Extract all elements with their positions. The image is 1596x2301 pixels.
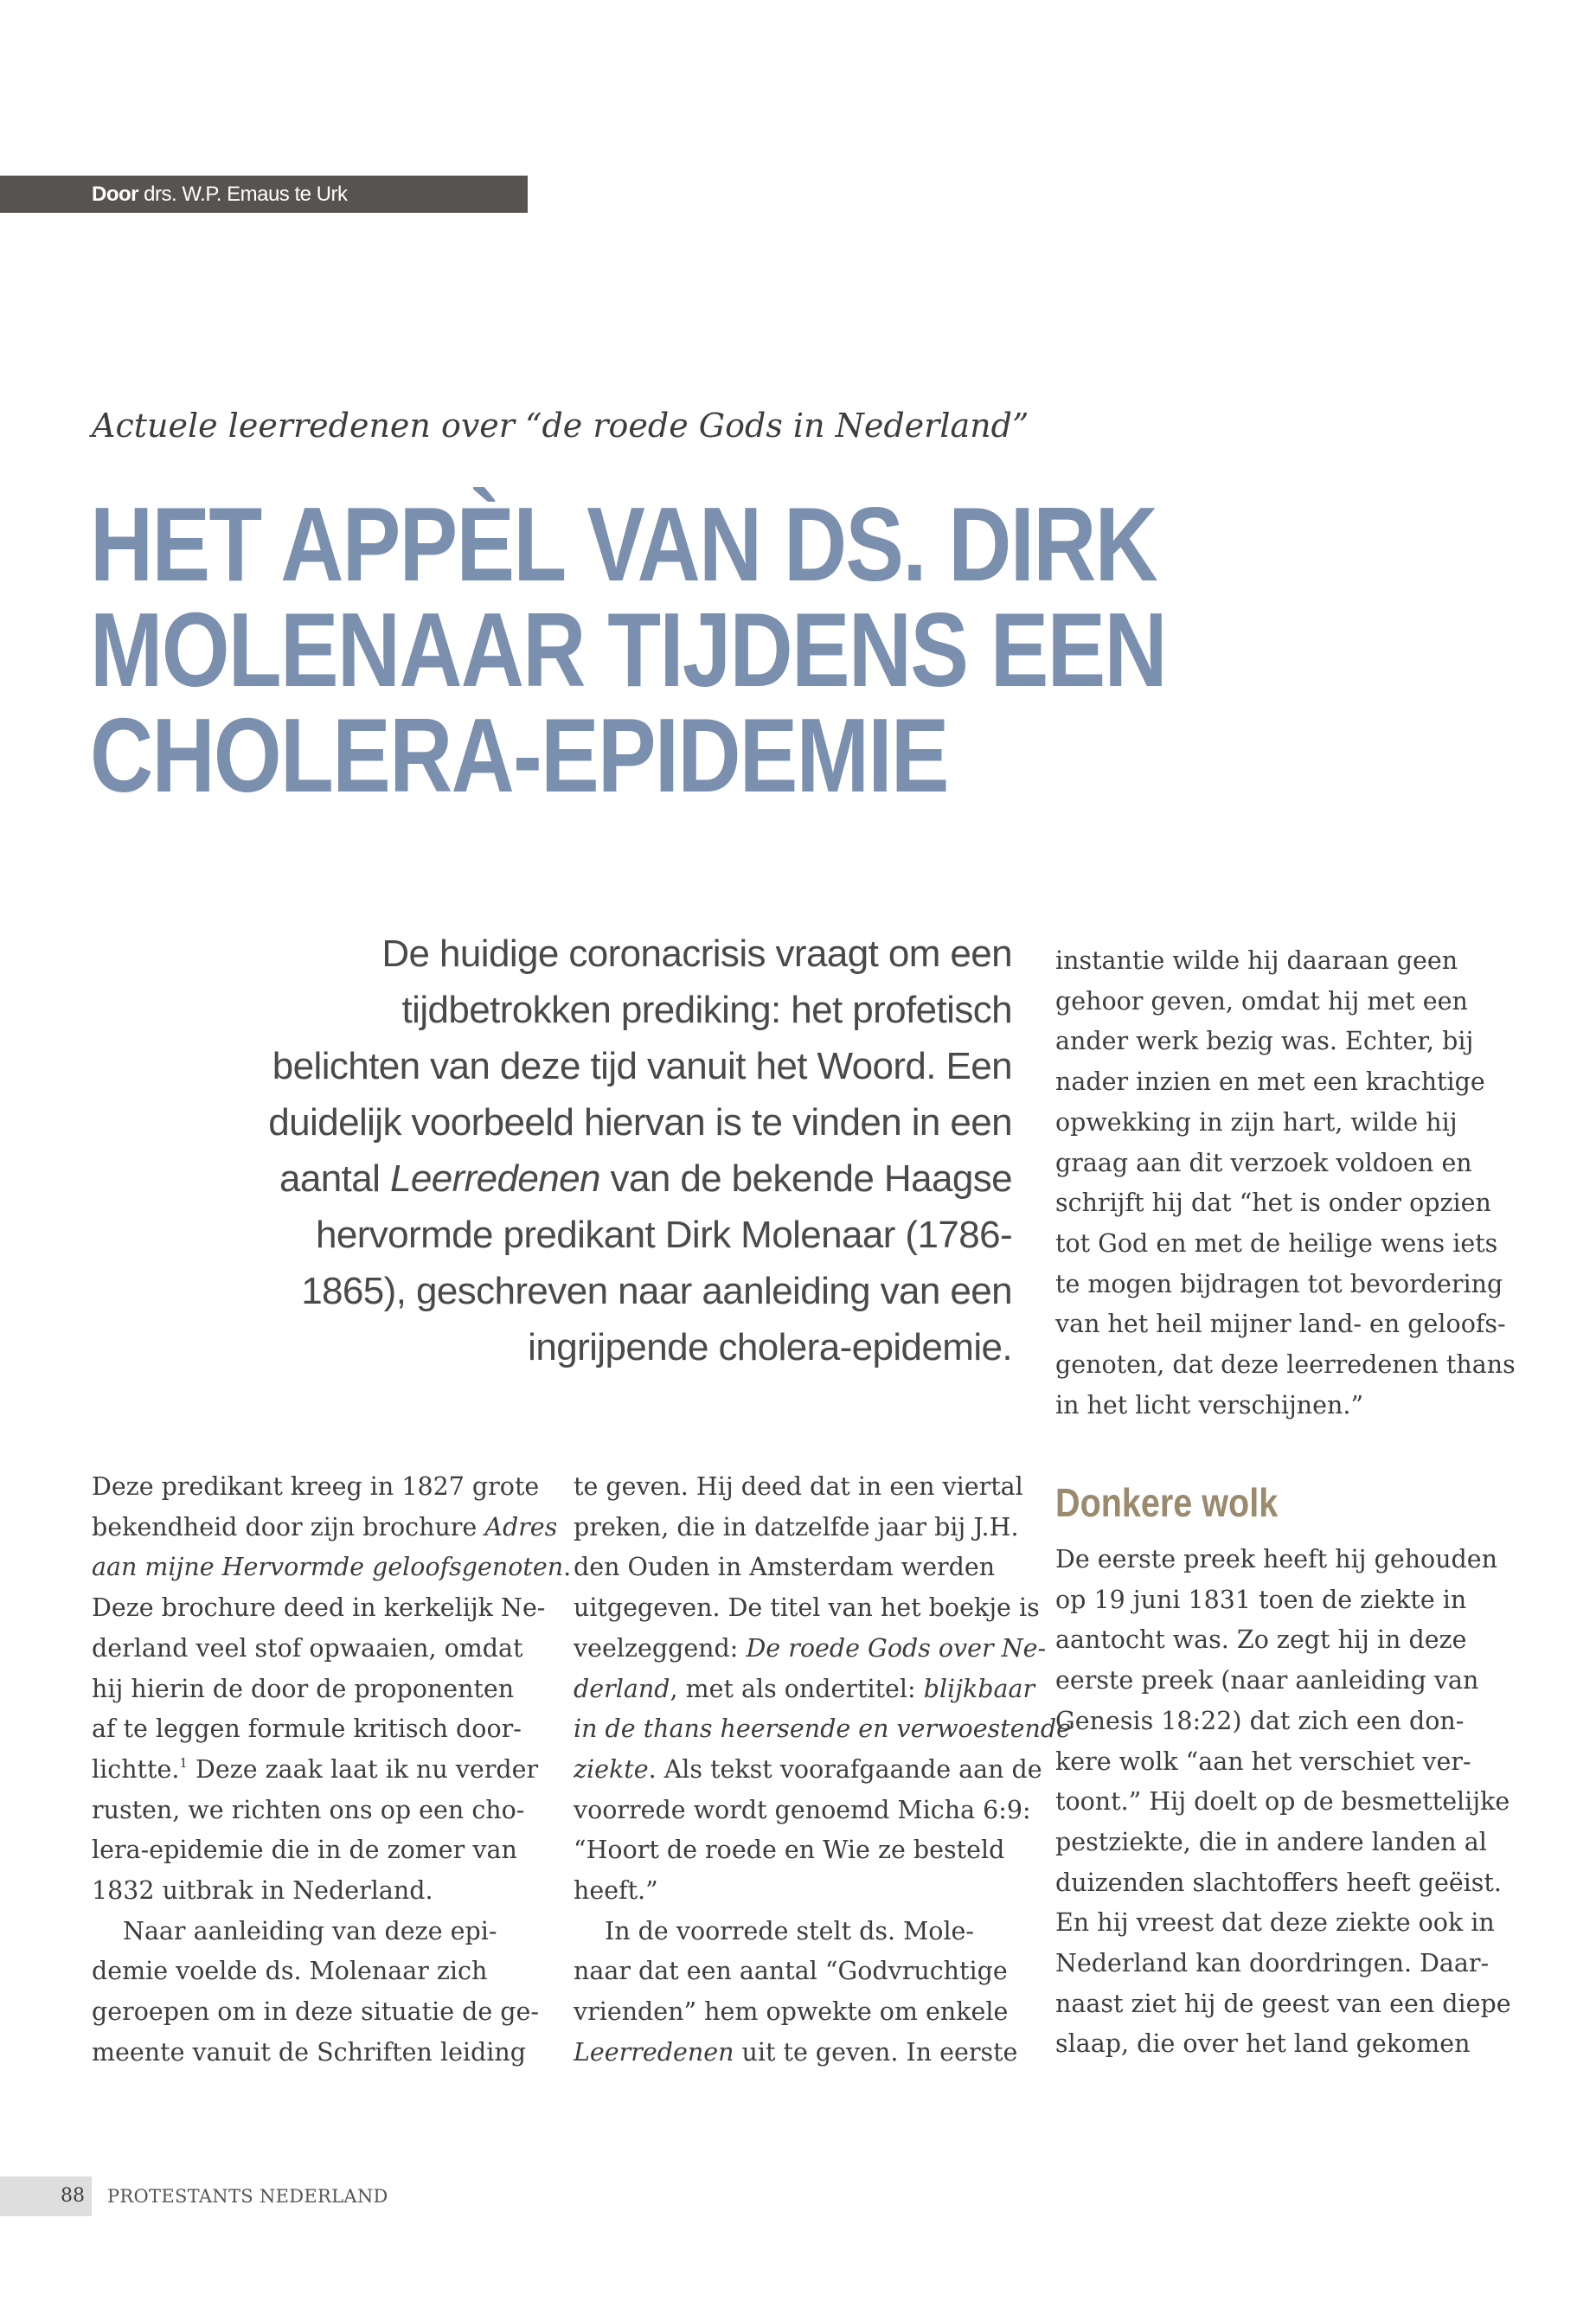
publication-name: PROTESTANTS NEDERLAND xyxy=(107,2186,388,2207)
text-line: toont.” Hij doelt op de besmettelijke xyxy=(1055,1787,1510,1817)
text-line: derland, met als ondertitel: blijkbaar xyxy=(574,1674,1035,1703)
page-number: 88 xyxy=(0,2176,92,2216)
text-line: vrienden” hem opwekte om enkele xyxy=(574,1997,1009,2027)
text-line: Deze brochure deed in kerkelijk Ne- xyxy=(92,1593,546,1623)
footnote-marker: 1 xyxy=(179,1754,188,1771)
text-line: gehoor geven, omdat hij met een xyxy=(1055,986,1468,1016)
section-heading: Donkere wolk xyxy=(1055,1480,1279,1525)
text-line: slaap, die over het land gekomen xyxy=(1055,2029,1471,2059)
text-line: duizenden slachtoffers heeft geëist. xyxy=(1055,1868,1502,1897)
text-line: opwekking in zijn hart, wilde hij xyxy=(1055,1107,1458,1137)
text-line: demie voelde ds. Molenaar zich xyxy=(92,1957,488,1986)
headline xyxy=(90,485,1311,814)
text-line: eerste preek (naar aanleiding van xyxy=(1055,1666,1479,1695)
text-line: lichtte.$^1$ Deze zaak laat ik nu verder xyxy=(92,1754,539,1784)
text-line: pestziekte, die in andere landen al xyxy=(1055,1827,1487,1856)
column-2 xyxy=(574,1467,1071,2073)
text-line: van het heil mijner land- en geloofs- xyxy=(1055,1310,1506,1339)
text-line: genoten, dat deze leerredenen thans xyxy=(1055,1350,1516,1380)
text-line: af te leggen formule kritisch door- xyxy=(92,1715,522,1744)
text-line: preken, die in datzelfde jaar bij J.H. xyxy=(574,1512,1019,1541)
text-line: derland veel stof opwaaien, omdat xyxy=(92,1633,523,1663)
intro-text: De huidige coronacrisis vraagt om een tijdbetrokken prediking: het profetisch belichten van deze tijd vanuit het Woord. Een duidelijk voorbeeld hiervan is te vinden in een aantal xyxy=(268,933,1012,1200)
text-line: heeft.” xyxy=(574,1876,658,1906)
paragraph xyxy=(574,1467,1071,1912)
text-line: In de voorrede stelt ds. Mole- xyxy=(605,1916,975,1945)
text-line: 1832 uitbrak in Nederland. xyxy=(92,1876,433,1906)
intro-italic: Leerredenen xyxy=(389,1157,600,1200)
text-line: tot God en met de heilige wens iets xyxy=(1055,1228,1498,1258)
text-line: Nederland kan doordringen. Daar- xyxy=(1055,1949,1490,1978)
text-line: aan mijne Hervormde geloofsgenoten. xyxy=(92,1553,572,1582)
paragraph xyxy=(1055,941,1516,1426)
text-line: meente vanuit de Schriften leiding xyxy=(92,2037,527,2067)
text-line: ziekte. Als tekst voorafgaande aan de xyxy=(574,1754,1042,1784)
byline-label: Door xyxy=(92,183,138,206)
text-line: Naar aanleiding van deze epi- xyxy=(123,1916,497,1945)
text-line: naar dat een aantal “Godvruchtige xyxy=(574,1957,1008,1986)
text-line: veelzeggend: De roede Gods over Ne- xyxy=(574,1633,1047,1663)
text-line: in de thans heersende en verwoestende xyxy=(574,1715,1071,1744)
text-line: bekendheid door zijn brochure Adres xyxy=(92,1512,558,1541)
text-line: rusten, we richten ons op een cho- xyxy=(92,1795,525,1824)
text-line: naast ziet hij de geest van een diepe xyxy=(1055,1989,1511,2018)
headline-line: HET APPÈL VAN DS. DIRK xyxy=(90,485,1157,603)
text-line: Leerredenen uit te geven. In eerste xyxy=(574,2037,1018,2067)
text-line: kere wolk “aan het verschiet ver- xyxy=(1055,1747,1471,1776)
text-line: Deze predikant kreeg in 1827 grote xyxy=(92,1472,540,1501)
text-line: te mogen bijdragen tot bevordering xyxy=(1055,1269,1503,1298)
text-line: uitgegeven. De titel van het boekje is xyxy=(574,1593,1040,1623)
text-line: hij hierin de door de proponenten xyxy=(92,1674,515,1703)
column-1 xyxy=(92,1467,572,2073)
paragraph xyxy=(92,1912,540,2073)
text-line: lera-epidemie die in de zomer van xyxy=(92,1836,517,1865)
text-line: den Ouden in Amsterdam werden xyxy=(574,1553,996,1582)
text-line: aantocht was. Zo zegt hij in deze xyxy=(1055,1625,1467,1655)
text-line: nader inzien en met een krachtige xyxy=(1055,1067,1485,1097)
paragraph xyxy=(92,1467,572,1912)
byline-bar xyxy=(0,176,528,213)
text-line: voorrede wordt genoemd Micha 6:9: xyxy=(574,1795,1031,1824)
text-line: in het licht verschijnen.” xyxy=(1055,1390,1364,1420)
text-line: te geven. Hij deed dat in een viertal xyxy=(574,1472,1023,1501)
column-3-bottom xyxy=(1055,1540,1511,2065)
column-3-top xyxy=(1055,941,1516,1426)
text-line: instantie wilde hij daaraan geen xyxy=(1055,946,1458,975)
text-line: Genesis 18:22) dat zich een don- xyxy=(1055,1706,1465,1735)
headline-line: CHOLERA-EPIDEMIE xyxy=(90,696,948,814)
intro-paragraph xyxy=(260,926,1012,1375)
byline-author: drs. W.P. Emaus te Urk xyxy=(144,183,348,206)
paragraph xyxy=(1055,1540,1511,2065)
paragraph xyxy=(574,1912,1018,2073)
kicker: Actuele leerredenen over “de roede Gods in Nederland” xyxy=(92,407,1029,445)
text-line: “Hoort de roede en Wie ze besteld xyxy=(574,1836,1005,1865)
intro-text-end: van de bekende Haagse hervormde predikant Dirk Molenaar (1786-1865), geschreven naar aanleiding van een ingrijpende cholera-epidemie. xyxy=(301,1157,1012,1368)
text-line: ander werk bezig was. Echter, bij xyxy=(1055,1027,1474,1056)
text-line: De eerste preek heeft hij gehouden xyxy=(1055,1545,1498,1574)
text-line: op 19 juni 1831 toen de ziekte in xyxy=(1055,1585,1467,1614)
text-line: En hij vreest dat deze ziekte ook in xyxy=(1055,1908,1495,1938)
text-line: graag aan dit verzoek voldoen en xyxy=(1055,1148,1472,1177)
text-line: schrijft hij dat “het is onder opzien xyxy=(1055,1189,1491,1218)
text-line: geroepen om in deze situatie de ge- xyxy=(92,1997,540,2027)
headline-line: MOLENAAR TIJDENS EEN xyxy=(90,591,1166,708)
